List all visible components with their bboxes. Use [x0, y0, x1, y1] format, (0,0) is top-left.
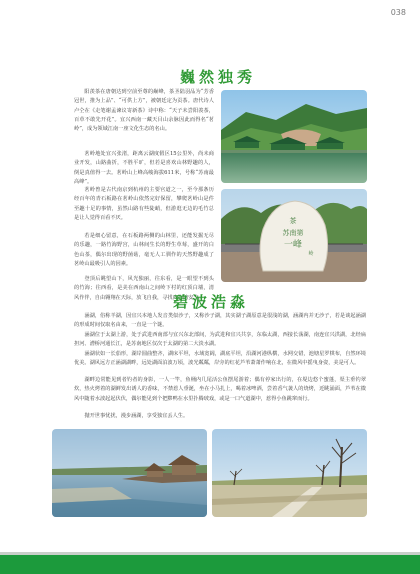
lake-trees-photo: [212, 429, 367, 517]
paragraph: 涵湖，俗称羊湖，因宜兴本地人发音类似沙子，又称沙子湖，其实湖子湖原意是很浅的湖，涵湖内并无沙子，若是谈起涵湖的形成时间仅取名由来，一直是一个谜。: [74, 313, 366, 329]
page-number: 038: [390, 8, 406, 17]
paragraph: 茗岭曾是古代南京到杭州的主要官道之一，至今那条历经百年的青石板路在茗岭山依然完好保留，攀爬茗岭山是件至趣十足的事情，虽然山路有些陡峭，但游逛无边的毛竹总是让人觉得百看不厌。: [74, 187, 214, 221]
paragraph: 抛开世事忧扰，漫步涵湖，享受独宜丢人生。: [84, 413, 189, 419]
svg-text:苏南第: 苏南第: [282, 229, 304, 237]
mountain-pavilion-photo: [221, 90, 367, 183]
svg-text:一峰: 一峰: [283, 240, 303, 250]
footer-bar: [0, 555, 420, 574]
paragraph: 若是细心留意，在石板路两侧的山林里，还能发掘无尽的乐趣，一路竹海野宫，山林间生长的野生草莓，盛开的白色山茶，偶尔出现的野菌菇，毫无人工驯作的天然野趣成了茗岭山最吸引人的因素。: [74, 233, 214, 267]
paragraph: 茗岭地处宜兴张渚，距离云湖度假区15公里外，尚未商业开发，山路曲折，不胜平旷，但若是喜欢山林野趣的人，倒是真值得一去。茗岭山上峰高峻海拔611米，号称“苏南最高峰”。: [74, 151, 214, 185]
svg-text:岭: 岭: [308, 251, 314, 257]
section-title-2: 碧波浩淼: [172, 293, 249, 311]
stone-stele-photo: [221, 189, 367, 282]
paragraph: 登顶后眺望山下，风光独丽，往东看，是一眼望不到头的竹海；往西看，是美在西南山之间岭下村的红顶白墙，清风作伴，自由翱翔在天际，放飞自我，寻找内心的安宁。: [74, 276, 214, 301]
paragraph: 阳羡茶在唐朝达到空前至尊的巅峰，茶圣陆羽品为“芳香冠世，推为上品”、“可供上方”，被朝廷定为贡茶。唐代诗人卢仝在《走笔谢孟谏议寄新茶》诗中称：“天子未尝阳羡茶，百草不敢先开花”。宜兴西南一藏天目山余脉因此而得名“茗岭”，成为领域江南一座文化生态的名山。: [74, 89, 214, 133]
paragraph: 涵湖状如一长茄形，湖岸圆曲整齐，湖床平坦，水域宽阔，湖底平坦，沿湖河港纵横，水网交错，池塘星罗棋布，自然环境优美。湖风远方正涵湖湖畔，远处湖面泊波万顷，波光粼粼，岸旁的红花芦苇萧萧作响在北，在微风中摇曳身姿，美是可人。: [74, 351, 366, 367]
section-title-1: 巍然独秀: [179, 68, 256, 86]
paragraph: 涵湖位于太湖上游，处于武进西南部与宜兴东北部间，为武进和宜兴共享，东临太湖，西接长荡湖，南连宜兴洪湖，北经扁担河、漕桥河通长江，是苏南地区仅次于太湖的第二大淡水湖。: [74, 332, 366, 348]
lakeside-boardwalk-photo: [52, 429, 207, 517]
svg-text:茶: 茶: [289, 217, 297, 225]
paragraph: 湖畔边常能见到者钓者的身影，一人一竿，鱼桶内几尾活公鱼摆尾游着；偶有停家出行的，在堤边悠个蜜蓬，渠主垂钓翠炊，热火烤着的湖鲜发出诱人的香味，不禁惹人垂涎，坐在小马扎上，喝着冰啤酒，尝着香气袭人的烧烤，近眺涌面，芦苇在微风中随着水波起起伏伏，偶尔能见到个把黟鸭在水里扑腾玻戏，或是一口气道湖中，惹得小鱼跳窜而行。: [74, 377, 366, 402]
